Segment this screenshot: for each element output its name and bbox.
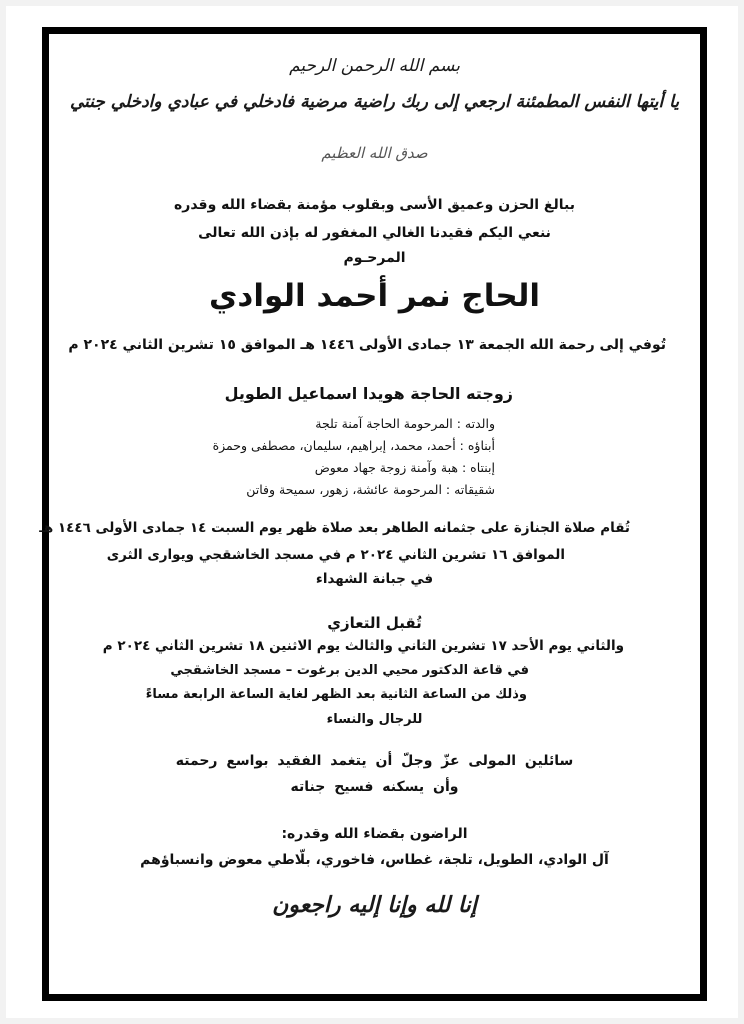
condolences-line-1: والثاني يوم الأحد ١٧ تشرين الثاني والثالث يوم الاثنين ١٨ تشرين الثاني ٢٠٢٤ م xyxy=(102,638,624,654)
funeral-line-3: في جبانة الشهداء xyxy=(315,571,434,587)
death-date-line: تُوفي إلى رحمة الله الجمعة ١٣ جمادى الأولى ١٤٤٦ هـ الموافق ١٥ تشرين الثاني ٢٠٢٤ م xyxy=(68,337,666,353)
wife-line: زوجته الحاجة هويدا اسماعيل الطويل xyxy=(224,384,513,403)
signatories-families: آل الوادي، الطويل، تلجة، غطاس، فاخوري، بلّاطي معوض وانسباؤهم xyxy=(140,852,609,868)
funeral-line-2: الموافق ١٦ تشرين الثاني ٢٠٢٤ م في مسجد الخاشقجي ويوارى الثرى xyxy=(106,547,565,563)
deceased-name: الحاج نمر أحمد الوادي xyxy=(209,278,540,314)
intro-line-3: المرحـوم xyxy=(343,250,406,266)
intro-line-1: ببالغ الحزن وعميق الأسى وبقلوب مؤمنة بقضاء الله وقدره xyxy=(174,197,575,213)
condolences-line-3: وذلك من الساعة الثانية بعد الظهر لغاية الساعة الرابعة مساءً xyxy=(145,687,527,702)
quran-verse-calligraphy: يا أيتها النفس المطمئنة ارجعي إلى ربك راضية مرضية فادخلي في عبادي وادخلي جنتي xyxy=(69,92,680,112)
sisters-line: شقيقاته : المرحومة عائشة، زهور، سميحة وفاتن xyxy=(246,482,495,497)
intro-line-2: ننعي اليكم فقيدنا الغالي المغفور له بإذن الله تعالى xyxy=(198,225,551,241)
funeral-line-1: تُقام صلاة الجنازة على جثمانه الطاهر بعد صلاة ظهر يوم السبت ١٤ جمادى الأولى ١٤٤٦ هـ xyxy=(39,520,630,536)
prayer-line-1: سائلين المولى عزّ وجلّ أن يتغمد الفقيد بواسع رحمته xyxy=(175,753,574,769)
condolences-line-4: للرجال والنساء xyxy=(326,712,423,727)
condolences-line-2: في قاعة الدكتور محيي الدين برغوت – مسجد الخاشقجي xyxy=(170,663,529,678)
closing-calligraphy: إنا لله وإنا إليه راجعون xyxy=(272,892,477,918)
condolences-title: تُقبل التعازي xyxy=(327,614,422,632)
signatories-title: الراضون بقضاء الله وقدره: xyxy=(281,826,468,842)
sadaqa-calligraphy: صدق الله العظيم xyxy=(321,144,428,162)
sons-line: أبناؤه : أحمد، محمد، إبراهيم، سليمان، مصطفى وحمزة xyxy=(212,438,495,453)
obituary-content xyxy=(39,34,700,994)
mother-line: والدته : المرحومة الحاجة آمنة تلجة xyxy=(315,416,495,431)
daughters-line: إبنتاه : هبة وآمنة زوجة جهاد معوض xyxy=(314,460,495,475)
obituary-frame xyxy=(39,27,707,1001)
bismillah-calligraphy: بسم الله الرحمن الرحيم xyxy=(289,56,460,76)
page xyxy=(6,6,738,1018)
prayer-line-2: وأن يسكنه فسيح جناته xyxy=(290,779,459,795)
